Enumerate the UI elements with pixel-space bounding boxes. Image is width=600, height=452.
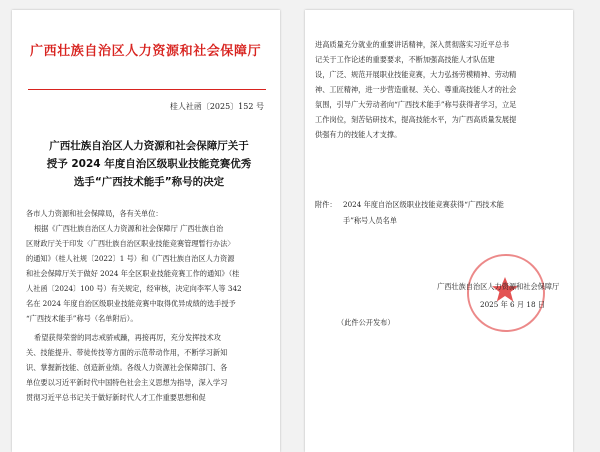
document-page-right (305, 10, 573, 452)
attachment-label: 附件： (315, 200, 337, 209)
body-line: “广西技术能手”称号（名单附后）。 (26, 314, 138, 323)
signature-organization: 广西壮族自治区人力资源和社会保障厅 (437, 282, 560, 291)
document-title-line-2: 授予 2024 年度自治区级职业技能竞赛优秀 (46, 158, 252, 170)
document-number: 桂人社函〔2025〕152 号 (169, 102, 264, 111)
attachment-line: 2024 年度自治区级职业技能竞赛获得“广西技术能 (343, 200, 504, 209)
public-release-note: （此件公开发布） (337, 318, 395, 327)
body-line: 贯彻习近平总书记关于做好新时代人才工作重要思想和促 (26, 393, 206, 402)
body-line: 供强有力的技能人才支撑。 (315, 130, 402, 139)
red-divider-line (28, 89, 266, 90)
body-line: 区财政厅关于印发〈广西壮族自治区职业技能竞赛管理暂行办法〉 (26, 239, 235, 248)
document-page-left (12, 10, 280, 452)
body-line: 单位要以习近平新时代中国特色社会主义思想为指导，深入学习 (26, 378, 228, 387)
document-title-line-3: 选手“广西技术能手”称号的决定 (73, 176, 225, 188)
attachment-line: 手”称号人员名单 (343, 216, 397, 225)
body-line: 根据《广西壮族自治区人力资源和社会保障厅 广西壮族自治 (34, 224, 224, 233)
body-line: 设，广泛、规范开展职业技能竞赛，大力弘扬劳模精神、劳动精 (315, 70, 517, 79)
addressee: 各市人力资源和社会保障局，各有关单位： (26, 209, 163, 218)
issuer-header: 广西壮族自治区人力资源和社会保障厅 (30, 44, 262, 59)
body-line: 识、掌握新技能、创造新业绩。各级人力资源社会保障部门、各 (26, 363, 228, 372)
body-line: 工作岗位，刻苦钻研技术，提高技能水平，为广西高质量发展提 (315, 115, 517, 124)
body-line: 进高质量充分就业的重要讲话精神，深入贯彻落实习近平总书 (315, 40, 510, 49)
document-title-line-1: 广西壮族自治区人力资源和社会保障厅关于 (49, 140, 249, 152)
body-line: 关、技能提升、带徒传技等方面的示范带动作用，不断学习新知 (26, 348, 228, 357)
body-line: 氛围，引导广大劳动者向“广西技术能手”称号获得者学习，立足 (315, 100, 517, 109)
body-line: 希望获得荣誉的同志戒骄戒躁，再接再厉，充分发挥技术攻 (34, 333, 221, 342)
body-line: 的通知》（桂人社规〔2022〕1 号）和《广西壮族自治区人力资源 (26, 254, 235, 263)
body-line: 神、工匠精神，进一步营造重视、关心、尊重高技能人才的社会 (315, 85, 517, 94)
official-seal (467, 254, 545, 332)
body-line: 和社会保障厅关于做好 2024 年全区职业技能竞赛工作的通知》（桂 (26, 269, 240, 278)
body-line: 人社函〔2024〕100 号）有关规定，经审核，决定向李军人等 342 (26, 284, 242, 293)
signature-date: 2025 年 6 月 18 日 (480, 300, 545, 309)
body-line: 名在 2024 年度自治区级职业技能竞赛中取得优异成绩的选手授予 (26, 299, 236, 308)
body-line: 记关于工作论述的重要要求，不断加强高技能人才队伍建 (315, 55, 495, 64)
